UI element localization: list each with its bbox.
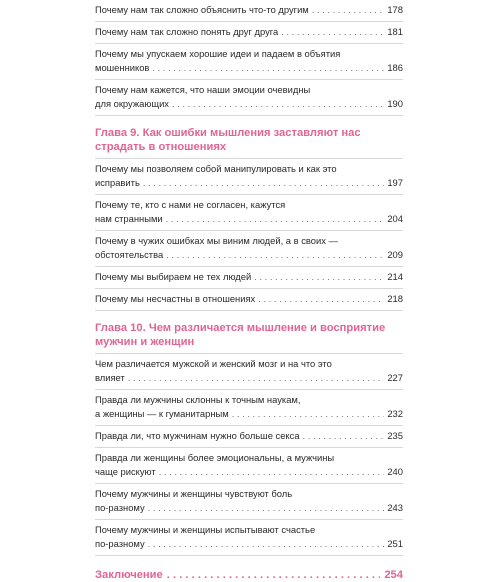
toc-entry-text: Почему мужчины и женщины чувствуют боль xyxy=(95,488,293,499)
toc-page-number: 218 xyxy=(387,293,403,304)
toc-entry-text: Почему мы несчастны в отношениях xyxy=(95,293,256,304)
toc-entry-text: Правда ли мужчины склонны к точным наукам, xyxy=(95,394,301,405)
toc-entry xyxy=(95,390,403,426)
toc-entry-text-cont: исправить xyxy=(95,177,140,188)
leader-dots xyxy=(128,371,385,385)
leader-dots xyxy=(281,25,384,39)
chapter-title-line: мужчин и женщин xyxy=(95,335,195,348)
chapter-title-line: Глава 9. Как ошибки мышления заставляют нас xyxy=(95,127,361,139)
chapter-title-line: страдать в отношениях xyxy=(95,140,227,153)
toc-page-number: 227 xyxy=(387,372,403,383)
toc-page-number: 204 xyxy=(387,213,403,224)
toc-page-number: 181 xyxy=(387,26,403,37)
toc-entry-text-cont: для окружающих xyxy=(95,98,169,109)
toc-entry xyxy=(95,354,403,390)
toc-entry xyxy=(95,231,403,267)
toc-page-number: 197 xyxy=(387,177,403,188)
toc-entry xyxy=(95,484,403,520)
toc-entry-text: Почему нам так сложно объяснить что-то другим xyxy=(95,4,309,15)
toc-page-number: 186 xyxy=(387,62,403,73)
toc-entry-text-cont: нам странными xyxy=(95,213,163,224)
toc-entry xyxy=(95,22,403,44)
leader-dots xyxy=(303,429,385,443)
conclusion-label: Заключение xyxy=(95,569,163,581)
leader-dots xyxy=(166,248,384,262)
leader-dots xyxy=(148,501,385,515)
conclusion-entry xyxy=(95,556,403,582)
toc-entry xyxy=(95,520,403,556)
toc-entry-text: Почему мы позволяем собой манипулировать и как это xyxy=(95,163,337,174)
toc-entry xyxy=(95,267,403,289)
chapter-title-line: Глава 10. Чем различается мышление и восприятие xyxy=(95,322,386,334)
toc-entry xyxy=(95,289,403,311)
table-of-contents xyxy=(95,0,403,582)
toc-entry xyxy=(95,195,403,231)
toc-entry xyxy=(95,448,403,484)
toc-page-number: 214 xyxy=(387,271,403,282)
toc-entry-text: Почему нам кажется, что наши эмоции очевидны xyxy=(95,84,311,95)
toc-entry-text: Почему те, кто с нами не согласен, кажутся xyxy=(95,199,286,210)
toc-entry-text-cont: по-разному xyxy=(95,502,145,513)
chapter-heading xyxy=(95,311,403,354)
toc-entry-text-cont: а женщины — к гуманитарным xyxy=(95,408,229,419)
toc-page-number: 190 xyxy=(387,98,403,109)
toc-entry xyxy=(95,159,403,195)
chapter-heading xyxy=(95,116,403,159)
leader-dots xyxy=(172,97,384,111)
toc-entry-text: Почему в чужих ошибках мы виним людей, а в своих — xyxy=(95,235,338,246)
toc-entry xyxy=(95,80,403,116)
leader-dots xyxy=(166,212,385,226)
toc-entry-text-cont: влияет xyxy=(95,372,125,383)
toc-entry xyxy=(95,0,403,22)
leader-dots xyxy=(254,270,384,284)
toc-entry xyxy=(95,426,403,448)
conclusion-page-number: 254 xyxy=(384,569,403,581)
toc-entry-text: Почему мужчины и женщины испытывают счастье xyxy=(95,524,316,535)
toc-entry-text-cont: чаще рискуют xyxy=(95,466,156,477)
leader-dots xyxy=(152,61,384,75)
toc-entry-text: Почему мы упускаем хорошие идеи и падаем в объятия xyxy=(95,48,341,59)
leader-dots xyxy=(232,407,385,421)
toc-entry-text: Правда ли, что мужчинам нужно больше секса xyxy=(95,430,300,441)
toc-entry xyxy=(95,44,403,80)
leader-dots xyxy=(148,537,385,551)
toc-entry-text: Почему нам так сложно понять друг друга xyxy=(95,26,279,37)
toc-page-number: 240 xyxy=(387,466,403,477)
toc-page-number: 243 xyxy=(387,502,403,513)
toc-entry-text-cont: по-разному xyxy=(95,538,145,549)
leader-dots xyxy=(143,176,385,190)
toc-entry-text-cont: мошенников xyxy=(95,62,150,73)
toc-page-number: 235 xyxy=(387,430,403,441)
toc-page-number: 209 xyxy=(387,249,403,260)
toc-entry-text: Чем различается мужской и женский мозг и на что это xyxy=(95,358,332,369)
toc-entry-text-cont: обстоятельства xyxy=(95,249,164,260)
toc-entry-text: Правда ли женщины более эмоциональны, а мужчины xyxy=(95,452,335,463)
toc-entry-text: Почему мы выбираем не тех людей xyxy=(95,271,252,282)
toc-page-number: 251 xyxy=(387,538,403,549)
leader-dots xyxy=(167,568,381,582)
leader-dots xyxy=(159,465,385,479)
toc-page-number: 178 xyxy=(387,4,403,15)
toc-page-number: 232 xyxy=(387,408,403,419)
leader-dots xyxy=(258,292,384,306)
leader-dots xyxy=(312,3,385,17)
